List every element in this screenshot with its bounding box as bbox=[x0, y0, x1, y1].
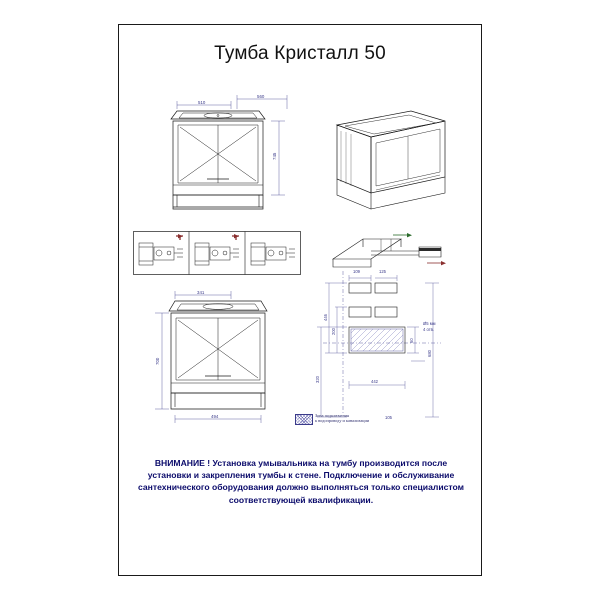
dimension-label-745: 745 bbox=[272, 152, 277, 160]
front-view-top bbox=[147, 83, 293, 223]
legend-line-1: Зона подключения bbox=[315, 413, 350, 418]
wall-mounting-plan bbox=[315, 265, 465, 425]
hatch-swatch-icon bbox=[295, 414, 313, 425]
front-view-bottom bbox=[141, 275, 291, 425]
dimension-label-4holes: 4 отв. bbox=[423, 327, 435, 332]
sheet-frame bbox=[118, 24, 482, 576]
legend-line-2: к водопроводу и канализации bbox=[315, 418, 370, 424]
dimension-label-442: 442 bbox=[371, 379, 378, 384]
warning-text: ВНИМАНИЕ ! Установка умывальника на тумбу производится после установки и закрепления тумбы к стене. Подключение и обслуживание сантехнического оборудования должно выполняться только специалистом соответствующей квалификации. bbox=[138, 458, 464, 505]
dimension-label-60: 60 bbox=[409, 338, 414, 343]
dimension-label-560: 560 bbox=[257, 94, 265, 99]
dimension-label-320: 320 bbox=[315, 376, 320, 383]
dimension-label-200: 200 bbox=[331, 328, 336, 335]
page-title: Тумба Кристалл 50 bbox=[214, 43, 386, 64]
dimension-label-680: 680 bbox=[427, 350, 432, 357]
dimension-label-446: 446 bbox=[323, 314, 328, 321]
dimension-label-700: 700 bbox=[155, 357, 160, 365]
dimension-label-105: 105 bbox=[385, 415, 392, 420]
dimension-label-125: 125 bbox=[379, 269, 386, 274]
isometric-view-top bbox=[319, 87, 459, 227]
hinge-installation-steps bbox=[133, 231, 301, 275]
dimension-label-109: 109 bbox=[353, 269, 360, 274]
dimension-label-510: 510 bbox=[198, 100, 206, 105]
dimension-label-341: 341 bbox=[197, 290, 205, 295]
dimension-label-d5: Ø5 мм bbox=[423, 321, 436, 326]
dimension-label-494: 494 bbox=[211, 414, 219, 419]
